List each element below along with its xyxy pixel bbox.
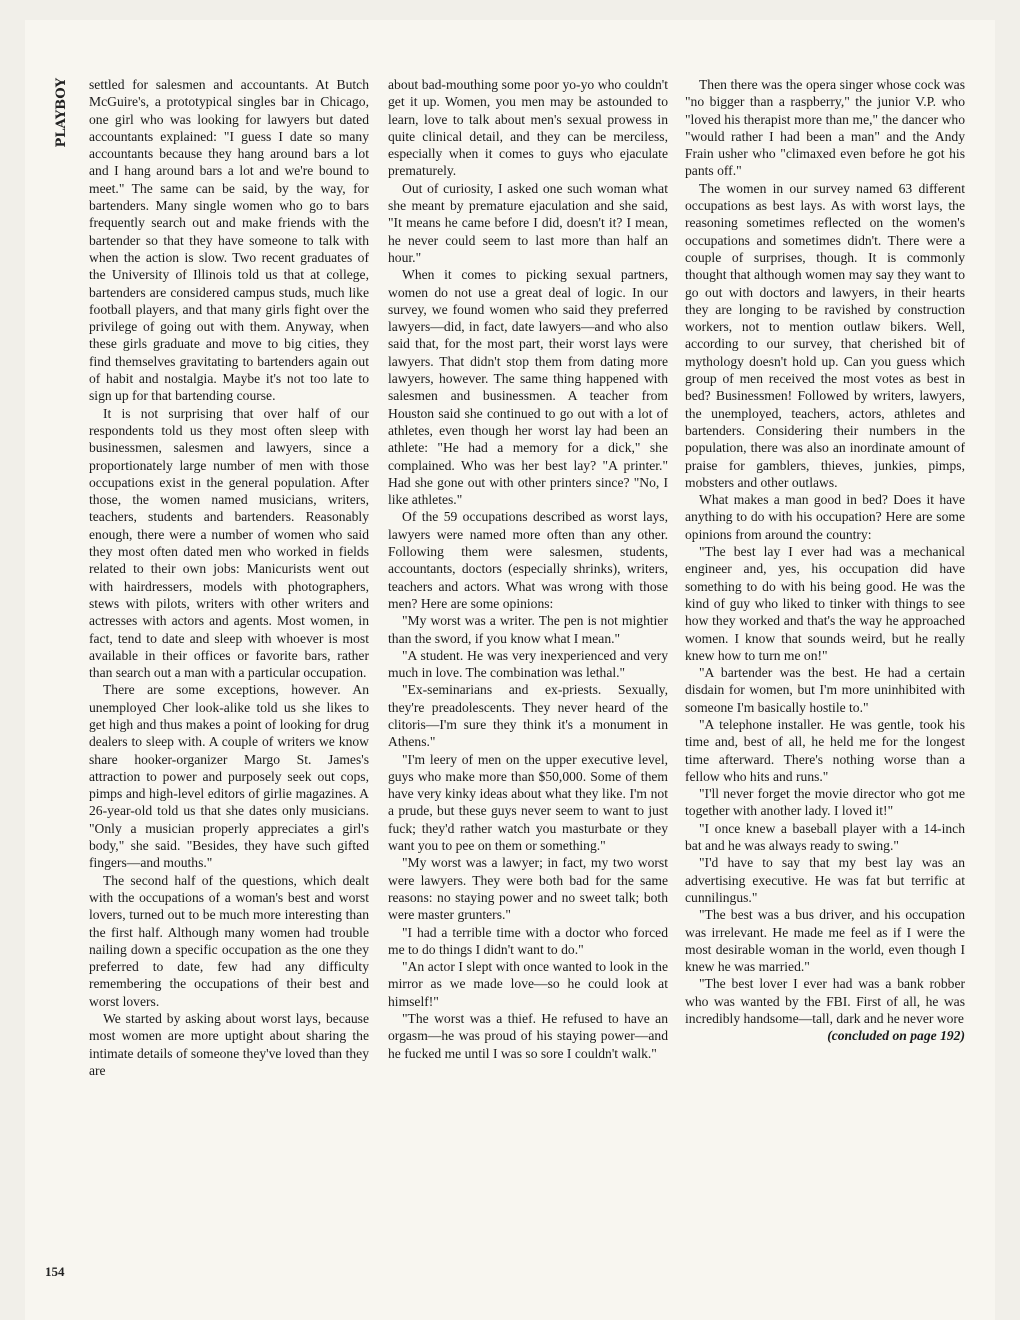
paragraph: "An actor I slept with once wanted to look in the mirror as we made love—so he could look at himself!" [388,959,668,1009]
paragraph: "Ex-seminarians and ex-priests. Sexually, they're preadolescents. They never heard of the clitoris—I'm sure they think it's a monument in Athens." [388,682,668,750]
paragraph: We started by asking about worst lays, because most women are more uptight about sharing the intimate details of someone they've loved than they are [89,1011,369,1078]
magazine-page [25,20,995,1320]
paragraph: "I'll never forget the movie director who got me together with another lady. I loved it!" [685,786,965,819]
paragraph: "My worst was a lawyer; in fact, my two worst were lawyers. They were both bad for the same reasons: no staying power and no sweet talk; both were master grunters." [388,855,668,923]
paragraph: about bad-mouthing some poor yo-yo who couldn't get it up. Women, you men may be astounded to learn, love to talk about men's sexual prowess in quite clinical detail, and they can be merciless, especially when it comes to guys who ejaculate prematurely. [388,77,668,179]
article-column-2 [388,76,668,1062]
paragraph: "The best lay I ever had was a mechanical engineer and, yes, his occupation did have something to do with his being good. He was the kind of guy who liked to tinker with things to see how they worked and that's the way he approached women. I know that sounds weird, but he really knew how to turn me on!" [685,544,965,663]
continuation-note: (concluded on page 192) [827,1028,965,1044]
paragraph: Then there was the opera singer whose cock was "no bigger than a raspberry," the junior V.P. who "loved his therapist more than me," the dancer who "would rather I had been a man" and the Andy Frain usher who "climaxed even before he got his pants off." [685,77,965,179]
page-number: 154 [45,1264,65,1279]
paragraph: "I'm leery of men on the upper executive level, guys who make more than $50,000. Some of them have very kinky ideas about what they like. I'm not a prude, but these guys never seem to want to just fuck; they'd rather watch you masturbate or they want you to pee on them or something." [388,751,668,854]
paragraph: settled for salesmen and accountants. At Butch McGuire's, a prototypical singles bar in Chicago, one girl who was looking for lawyers but dated accountants explained: "I guess I date so many accountants because they hang around bars a lot and I hang around bars a lot and we're bound to meet." The same can be said, by the way, for bartenders. Many single women who go to bars frequently search out and make friends with the bartender so that they have someone to talk with when the action is slow. Two recent graduates of the University of Illinois told us that at college, bartenders are considered campus studs, much like football players, and that many girls fight over the privilege of going out with them. Anyway, when these girls graduate and move to big cities, they find themselves gravitating to bartenders again out of habit and nostalgia. Maybe it's not too late to sign up for that bartending course. [89,77,369,404]
paragraph: Out of curiosity, I asked one such woman what she meant by premature ejaculation and she said, "It means he came before I did, doesn't it? I mean, he never could seem to last more than half an hour." [388,180,668,265]
article-column-1 [89,76,369,1079]
paragraph: It is not surprising that over half of our respondents told us they most often sleep with businessmen, salesmen and lawyers, since a proportionately large number of men with those occupations exist in the general population. After those, the women named musicians, writers, teachers, students and bartenders. Reasonably enough, there were a number of women who said they most often dated men who worked in fields related to their own jobs: Manicurists went out with hairdressers, models with photographers, stews with pilots, writers with other writers and actresses with actors and agents. Most women, in fact, tend to date and sleep with whoever is most available in their offices or favorite bars, rather than search out a man with a particular occupation. [89,405,369,681]
paragraph: "I once knew a baseball player with a 14-inch bat and he was always ready to swing." [685,820,965,854]
paragraph: Of the 59 occupations described as worst lays, lawyers were named more often than any other. Following them were salesmen, students, accountants, doctors (especially shrinks), writers, teachers and actors. What was wrong with those men? Here are some opinions: [388,509,668,611]
paragraph: There are some exceptions, however. An unemployed Cher look-alike told us she likes to get high and thus makes a point of looking for drug dealers to sleep with. A couple of writers we know share hooker-organizer Margo St. James's attraction to power and purposely seek out cops, pimps and high-level editors of girlie magazines. A 26-year-old told us that she dates only musicians. "Only a musician properly appreciates a girl's body," she said. "Besides, they have such gifted fingers—and mouths." [89,682,369,871]
paragraph: "I'd have to say that my best lay was an advertising executive. He was fat but terrific at cunnilingus." [685,855,965,905]
paragraph: When it comes to picking sexual partners, women do not use a great deal of logic. In our survey, we found women who said they preferred lawyers—did, in fact, date lawyers—and who also said that, for the most part, their worst lays were lawyers. That didn't stop them from dating more lawyers, however. The same thing happened with salesmen and businessmen. A teacher from Houston said she continued to go out with a lot of athletes, even though her worst lay had been an athlete: "He had a memory for a dick," she complained. Who was her best lay? "A printer." Had she gone out with other printers since? "No, I like athletes." [388,267,668,508]
article-column-3 [685,76,965,1045]
masthead: PLAYBOY [54,78,69,148]
paragraph: "The best was a bus driver, and his occupation was irrelevant. He made me feel as if I were the most desirable woman in the world, even though I knew he was married." [685,907,965,975]
paragraph: "I had a terrible time with a doctor who forced me to do things I didn't want to do." [388,924,668,957]
paragraph: What makes a man good in bed? Does it have anything to do with his occupation? Here are some opinions from around the country: [685,492,965,542]
paragraph: "A student. He was very inexperienced and very much in love. The combination was lethal." [388,647,668,681]
paragraph: "My worst was a writer. The pen is not mightier than the sword, if you know what I mean." [388,613,668,646]
paragraph: "The worst was a thief. He refused to have an orgasm—he was proud of his staying power—and he fucked me until I was so sore I couldn't walk." [388,1011,668,1061]
paragraph: "A bartender was the best. He had a certain disdain for women, but I'm more uninhibited with someone I'm basically hostile to." [685,665,965,715]
paragraph: "A telephone installer. He was gentle, took his time and, best of all, he held me for the longest time afterward. There's nothing worse than a fellow who hits and runs." [685,716,965,784]
paragraph: "The best lover I ever had was a bank robber who was wanted by the FBI. First of all, he was incredibly handsome—tall, dark and he never wore [685,976,965,1027]
paragraph: The women in our survey named 63 different occupations as best lays. As with worst lays, the reasoning sometimes reflected on the women's occupations and sometimes didn't. There were a couple of surprises, though. It is commonly thought that although women may say they want to go out with doctors and lawyers, in their hearts they are longing to be ravished by construction workers, not to mention outlaw bikers. Well, according to our survey, that cherished bit of mythology doesn't hold up. Can you guess which group of men received the most votes as best in bed? Businessmen! Followed by writers, lawyers, the unemployed, teachers, actors, athletes and bartenders. Considering their numbers in the population, there was also an inordinate amount of praise for gamblers, thieves, junkies, pimps, mobsters and other outlaws. [685,180,965,490]
paragraph: The second half of the questions, which dealt with the occupations of a woman's best and worst lovers, turned out to be much more interesting than the first half. Although many women had trouble nailing down a specific occupation as the one they preferred to date, few had any difficulty remembering the occupations of their best and worst lovers. [89,872,369,1009]
